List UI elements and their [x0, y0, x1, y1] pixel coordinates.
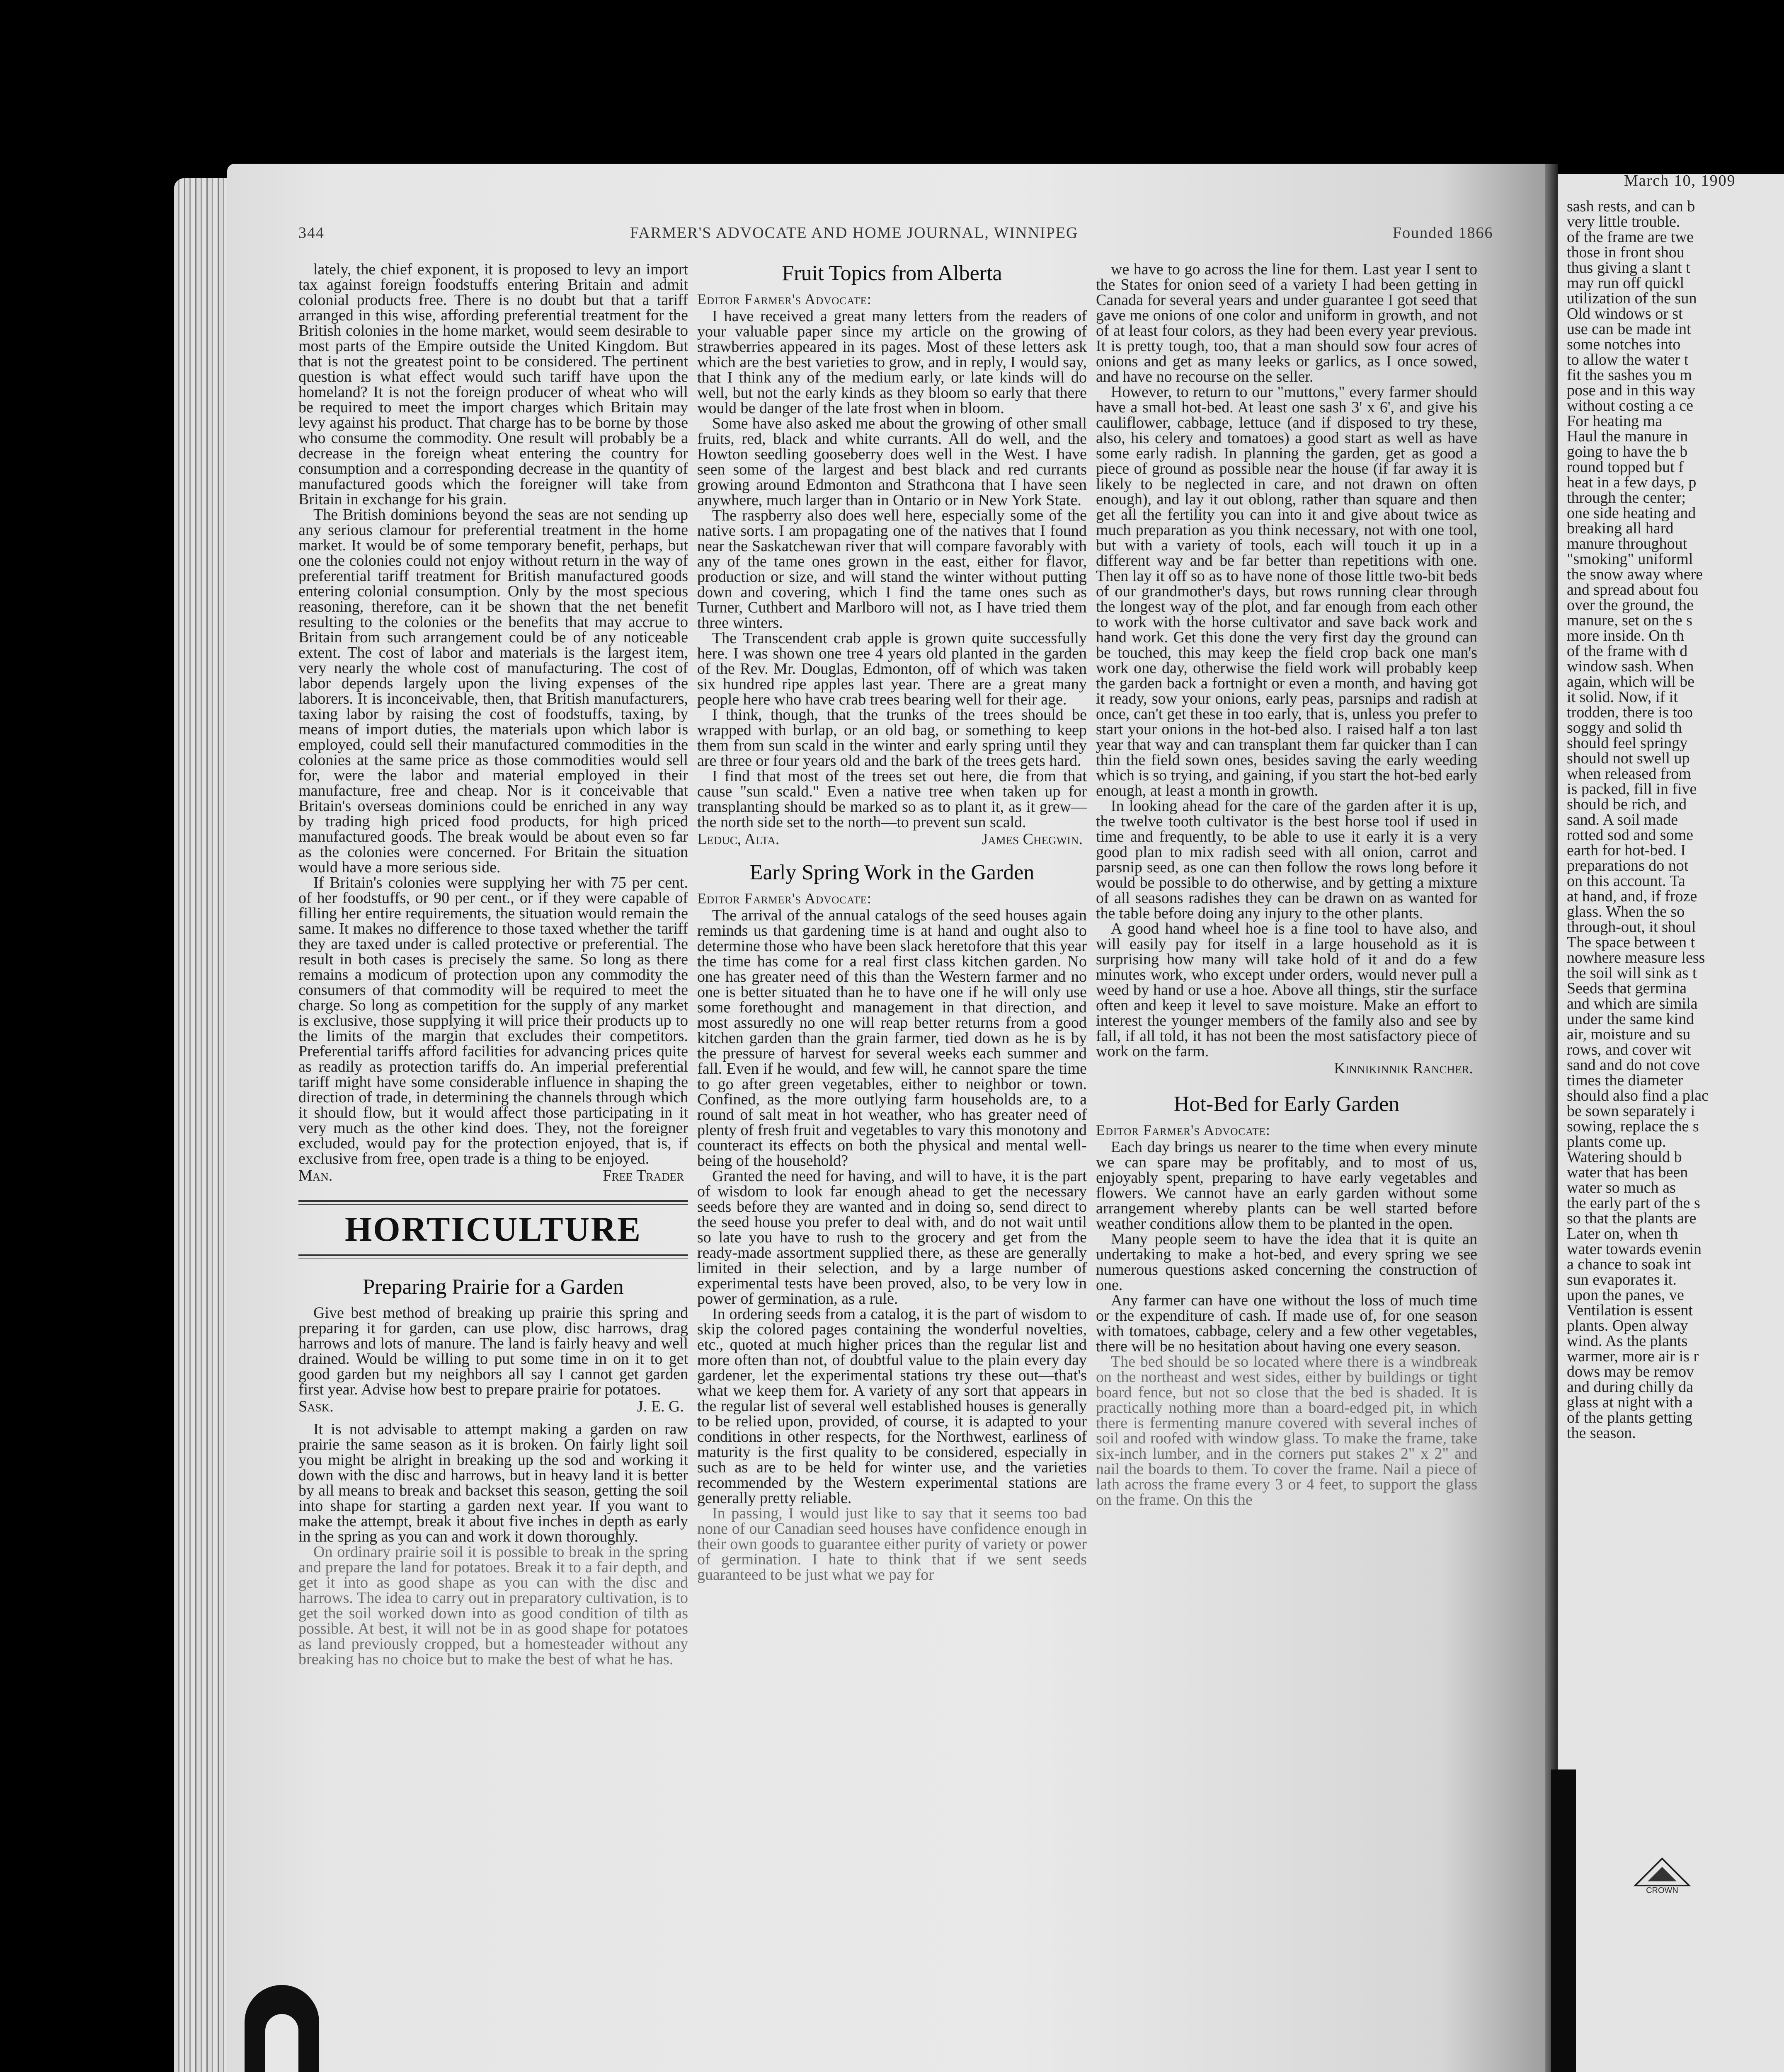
article-title-prairie-garden: Preparing Prairie for a Garden: [363, 1275, 624, 1299]
sig-place: Man.: [298, 1167, 333, 1184]
right-page-line: Ventilation is essent: [1567, 1302, 1693, 1319]
right-page-line: trodden, there is too: [1567, 704, 1693, 721]
right-page-line: the season.: [1567, 1424, 1636, 1442]
right-page-line: of the frame with d: [1567, 642, 1688, 660]
paragraph: In looking ahead for the care of the garden after it is up, the twelve tooth cultivator is the best horse tool if used in time and frequently, to be able to use it early it is a very good plan to mix radish seed with all onion, carrot and parsnip seed, as one can then follow the rows long before it would be possible to do otherwise, and by getting a mixture of all seasons radishes they can be drawn on as wanted for the table before doing any injury to the other plants.: [1096, 797, 1477, 922]
right-page-text: [1567, 199, 1774, 1441]
early-spring-body: [697, 908, 1087, 1583]
right-page-line: soggy and solid th: [1567, 719, 1682, 736]
right-page-line: through the center;: [1567, 489, 1686, 506]
right-page-line: For heating ma: [1567, 412, 1663, 430]
right-page-line: use can be made int: [1567, 320, 1691, 338]
paragraph: In passing, I would just like to say that it seems too bad none of our Canadian seed houses have confidence enough in their own goods to guarantee either purity of variety or power of germination. I hate to think that if we sent seeds guaranteed to be just what we pay for: [697, 1505, 1087, 1583]
paragraph: In ordering seeds from a catalog, it is the part of wisdom to skip the colored pages containing the wonderful novelties, etc., quoted at much higher prices than the regular list and more often than not, of doubtful value to the plain every day gardener, let the experimental stations try these out—that's what we keep them for. A variety of any sort that appears in the regular list of several well established houses is generally to be relied upon, provided, of course, it is adapted to your conditions in other respects, for the Northwest, earliness of maturity is the first quality to be considered, especially in such as are to be held for winter use, and the varieties recommended by the Western experimental stations are generally pretty reliable.: [697, 1305, 1087, 1507]
right-page-line: upon the panes, ve: [1567, 1286, 1684, 1304]
sig-name: James Chegwin.: [982, 830, 1083, 848]
right-page-line: it solid. Now, if it: [1567, 688, 1678, 706]
right-page-line: and which are simila: [1567, 995, 1698, 1012]
paragraph: I find that most of the trees set out here, die from that cause "sun scald." Even a native tree when taken up for transplanting should be marked so as to plant it, as it grew—the north side set to the north—to prevent sun scald.: [697, 767, 1087, 831]
early-spring-continued: [1096, 262, 1477, 1059]
section-title-horticulture: HORTICULTURE: [344, 1210, 642, 1249]
right-page-line: The space between t: [1567, 934, 1695, 951]
column-3: [1096, 262, 1477, 1508]
right-page-line: plants come up.: [1567, 1133, 1666, 1150]
paragraph: If Britain's colonies were supplying her with 75 per cent. of her foodstuffs, or 90 per cent., or if they were capable of filling her entire requirements, the situation would remain the same. It makes no difference to those taxed whether the tariff they are taxed under is called protective or preferential. The result in both cases is precisely the same. So long as there remains a modicum of protection upon any commodity the consumers of that commodity will be required to meet the charge. So long as competition for the supply of any market is exclusive, those supplying it will price their products up to the limits of the margin that excludes their competitors. Preferential tariffs afford facilities for advancing prices quite as readily as protection tariffs do. An imperial preferential tariff might have some considerable influence in shaping the direction of trade, in determining the channels through which it should flow, but it would affect those participating in it very much as the other kind does. They, not the foreigner excluded, would pay for the protection enjoyed, that is, if exclusive from free, open trade is a thing to be enjoyed.: [298, 874, 688, 1167]
paragraph: However, to return to our "muttons," every farmer should have a small hot-bed. At least one sash 3' x 6', and give his cauliflower, cabbage, lettuce (and if disposed to try these, also, his celery and tomatoes) a good start as well as have some early radish. In planning the garden, get as good a piece of ground as possible near the house (if far away it is likely to be neglected in care, and not drawn on often enough), and lay it out oblong, rather than square and then get all the fertility you can into it and give about twice as much preparation as you think necessary, not with one tool, but with a variety of tools, each will touch it up in a different way and be far better than repetitions with one. Then lay it off so as to have none of those little two-bit beds of our grandmother's days, but rows running clear through the longest way of the plot, and far enough from each other to work with the horse cultivator and save back work and hand work. Get this done the very first day the ground can be touched, this may keep the field crop back one man's work one day, otherwise the field work will probably keep the garden back a fortnight or even a month, and having got it ready, sow your onions, early peas, parsnips and radish at once, can't get these in too early, that is, unless you prefer to start your onions in the hot-bed also. I raised half a ton last year that way and can transplant them far quicker than I can thin the field sown ones, besides saving the early weeding which is so trying, and gaining, if you start the hot-bed early enough, at least a month in growth.: [1096, 383, 1477, 799]
right-page-line: should not swell up: [1567, 750, 1690, 767]
right-page-line: of the frame are twe: [1567, 228, 1694, 246]
q-place: Sask.: [298, 1398, 334, 1415]
paragraph: A good hand wheel hoe is a fine tool to have also, and will easily pay for itself in a large household as it is surprising how many will take hold of it and do a few minutes work, who except under orders, would never pull a weed by hand or use a hoe. Above all things, stir the surface often and keep it level to save moisture. Make an effort to interest the younger members of the family also and see by fall, if all told, it has not been the most satisfactory piece of work on the farm.: [1096, 920, 1477, 1060]
editor-line-1: Editor Farmer's Advocate:: [697, 291, 872, 307]
paragraph: lately, the chief exponent, it is proposed to levy an import tax against foreign foodstuffs entering Britain and admit colonial products free. There is no doubt but that a tariff arranged in this wise, affording preferential treatment for the British colonies in the home market, would seem desirable to most parts of the Empire outside the United Kingdom. But that is not the greatest point to be considered. The pertinent question is what effect would such tariff have upon the homeland? It is not the foreign producer of wheat who will be required to meet the import charges which Britain may levy against his product. That charge has to be borne by those who consume the commodity. One result will probably be a decrease in the foreign wheat entering the country for consumption and a corresponding decrease in the quantity of manufactured goods which the foreigner will take from Britain in exchange for his grain.: [298, 261, 688, 508]
right-page-line: rotted sod and some: [1567, 826, 1694, 844]
right-page-line: one side heating and: [1567, 504, 1696, 522]
right-page-line: when released from: [1567, 765, 1691, 782]
right-page-line: Old windows or st: [1567, 305, 1683, 322]
right-page-line: through-out, it shoul: [1567, 918, 1696, 936]
paragraph: It is not advisable to attempt making a garden on raw prairie the same season as it is broken. On fairly light soil you might be alright in breaking up the sod and working it down with the disc and harrows, but in heavy land it is better by all means to break and backset this season, getting the soil into shape for starting a garden next year. If you want to make the attempt, break it about five inches in depth as early in the spring as you can and work it down thoroughly.: [298, 1421, 688, 1545]
paragraph: Some have also asked me about the growing of other small fruits, red, black and white currants. All do well, and the Howton seedling gooseberry does well in the West. I have seen some of the largest and best black and red currants growing around Edmonton and Strathcona that I have seen anywhere, much larger than in Ontario or in New York State.: [697, 415, 1087, 509]
right-page-line: again, which will be: [1567, 673, 1695, 690]
hot-bed-body: [1096, 1140, 1477, 1508]
column-1: [298, 262, 688, 1667]
right-page-line: utilization of the sun: [1567, 290, 1697, 307]
right-page-line: very little trouble.: [1567, 213, 1680, 230]
right-page-line: dows may be remov: [1567, 1363, 1694, 1380]
signature-free-trader: [298, 1168, 684, 1184]
right-page-line: the snow away where: [1567, 566, 1703, 583]
q-name: J. E. G.: [637, 1398, 684, 1415]
right-page-line: preparations do not: [1567, 857, 1689, 874]
right-page-line: sash rests, and can b: [1567, 198, 1695, 215]
right-page-line: pose and in this way: [1567, 382, 1696, 399]
column-2: [697, 262, 1087, 1583]
paragraph: The bed should be so located where there is a windbreak on the northeast and west sides, either by buildings or tight board fence, but not so close that the bed is shaded. It is practically nothing more than a board-edged pit, in which there is fermenting manure covered with several inches of soil and roofed with window glass. To make the frame, take six-inch lumber, and in the corners put stakes 2" x 2" and nail the boards to them. To cover the frame. Nail a piece of lath across the frame every 3 or 4 feet, to support the glass on the frame. On this the: [1096, 1353, 1477, 1508]
right-page-line: Haul the manure in: [1567, 428, 1688, 445]
right-page-line: sand and do not cove: [1567, 1056, 1700, 1074]
paragraph: Each day brings us nearer to the time when every minute we can spare may be profitably, and to most of us, enjoyably spent, preparing to have early vegetables and flowers. We cannot have an early garden without some arrangement whereby plants can be well started before weather conditions allow them to be planted in the open.: [1096, 1138, 1477, 1232]
right-page-line: earth for hot-bed. I: [1567, 842, 1686, 859]
right-page-line: a chance to soak int: [1567, 1256, 1691, 1273]
paragraph: The arrival of the annual catalogs of the seed houses again reminds us that gardening time is at hand and ought also to determine those who have been slack heretofore that this year the time has come for a real first class kitchen garden. No one has greater need of this than the Western farmer and no one is better situated than he to have one if he will only use some forethought and management in that direction, and most assuredly no one will reap better returns from a good kitchen garden than the grain farmer, tied down as he is by the pressure of harvest for several weeks each summer and fall. Even if he would, and few will, he cannot spare the time to go after green vegetables, either to neighbor or town. Confined, as the more outlying farm households are, to a round of salt meat in hot weather, who has greater need of plenty of fresh fruit and vegetables to vary this monotony and counteract its effects on both the physical and mental well-being of the household?: [697, 907, 1087, 1169]
thumb-highlight: [265, 2014, 298, 2072]
right-page-line: more inside. On th: [1567, 627, 1684, 644]
right-page-line: should be rich, and: [1567, 796, 1687, 813]
right-page-line: plants. Open alway: [1567, 1317, 1688, 1334]
right-page-line: going to have the b: [1567, 443, 1688, 460]
right-page-line: window sash. When: [1567, 658, 1694, 675]
question-text: Give best method of breaking up prairie this spring and preparing it for garden, can use plow, disc harrows, drag harrows and lots of manure. The land is fairly heavy and well drained. Would be willing to put some time in on it to get good garden but my neighbors all say I cannot get garden first year. Advise how best to prepare prairie for potatoes.: [298, 1304, 688, 1398]
right-page-line: of the plants getting: [1567, 1409, 1692, 1426]
right-page-line: be sown separately i: [1567, 1102, 1695, 1120]
article-title-fruit-topics: Fruit Topics from Alberta: [782, 261, 1002, 285]
right-page-line: without costing a ce: [1567, 397, 1693, 414]
right-page-line: Seeds that germina: [1567, 980, 1687, 997]
right-page-line: sowing, replace the s: [1567, 1118, 1699, 1135]
signature-kinnikinnik: [1096, 1061, 1473, 1076]
paragraph: I have received a great many letters from the readers of your valuable paper since my article on the growing of strawberries appeared in its pages. Most of these letters ask which are the best varieties to grow, and in reply, I would say, that I think any of the medium early, or late kinds will do well, but not the early kinds as they bloom so early that there would be danger of the late frost when in bloom.: [697, 307, 1087, 417]
right-page-line: "smoking" uniforml: [1567, 550, 1693, 568]
logo-text: CROWN: [1646, 1886, 1678, 1894]
right-page-line: water that has been: [1567, 1164, 1688, 1181]
signature-jeg: [298, 1399, 684, 1414]
founded-note: Founded 1866: [1393, 224, 1493, 242]
right-page-line: times the diameter: [1567, 1072, 1683, 1089]
paragraph: The British dominions beyond the seas are not sending up any serious clamour for preferential treatment in the home market. It would be of some temporary benefit, perhaps, but one the colonies could not enjoy without return in the way of preferential tariff treatment for British manufactured goods entering colonial consumption. Only by the most specious reasoning, therefore, can it be shown that the net benefit resulting to the colonies or the benefits that may accrue to Britain from such arrangement could be of any noticeable extent. The cost of labor and materials is the largest item, very nearly the whole cost of manufacturing. The cost of labor depends largely upon the living expenses of the laborers. It is inconceivable, then, that British manufacturers, taxing labor by raising the cost of foodstuffs, taxing, by means of import duties, the materials upon which labor is employed, could sell their manufactured commodities in the colonies at the same price as those commodities would sell for, were the labor and material employed in their manufacture, free and cheap. Nor is it conceivable that Britain's overseas dominions could be enriched in any way by trading high priced food products, for high priced manufactured goods. The break would be about even so far as the colonies were concerned. For Britain the situation would have a more serious side.: [298, 506, 688, 876]
paragraph: we have to go across the line for them. Last year I sent to the States for onion seed of a variety I had been getting in Canada for several years and under guarantee I got seed that gave me onions of one color and uniform in growth, and not of at least four colors, as they had been every year previous. It is pretty tough, too, that a man should sow four acres of onions and get as many leeks or garlics, as I once sowed, and have no recourse on the seller.: [1096, 261, 1477, 385]
right-page-line: under the same kind: [1567, 1010, 1694, 1028]
signature-chegwin: [697, 832, 1083, 847]
right-page-date: March 10, 1909: [1624, 174, 1736, 189]
editor-line-3: Editor Farmer's Advocate:: [1096, 1122, 1270, 1138]
right-page-line: on this account. Ta: [1567, 872, 1685, 890]
right-page-line: may run off quickl: [1567, 274, 1685, 292]
article-title-hot-bed: Hot-Bed for Early Garden: [1173, 1092, 1400, 1116]
right-page-line: Watering should b: [1567, 1148, 1682, 1166]
right-page-line: wind. As the plants: [1567, 1332, 1688, 1350]
right-page-line: the soil will sink as t: [1567, 964, 1697, 982]
journal-title: FARMER'S ADVOCATE AND HOME JOURNAL, WINNIPEG: [630, 224, 1079, 242]
paragraph: I think, though, that the trunks of the trees should be wrapped with burlap, or an old bag, or something to keep them from sun scald in the winter and early spring until they are three or four years old and the bark of the trees gets hard.: [697, 706, 1087, 770]
right-page-line: over the ground, the: [1567, 596, 1694, 614]
paragraph: The raspberry also does well here, especially some of the native sorts. I am propagating one of the natives that I found near the Saskatchewan river that will compare favorably with any of the tame ones grown in the east, either for flavor, production or size, and will stand the winter without putting down and covering, which I find the tame ones such as Turner, Cuthbert and Marlboro will not, as I have tried them three winters.: [697, 507, 1087, 632]
paragraph: Granted the need for having, and will to have, it is the part of wisdom to look far enough ahead to get the necessary seeds before they are wanted and in doing so, send direct to the seed house you prefer to deal with, and do not wait until so late you have to rush to the grocery and get from the ready-made assortment supplied there, as these are generally limited in their selection, and by a large number of experimental tests have been proved, also, to be very low in power of germination, as a rule.: [697, 1167, 1087, 1307]
right-page-line: water towards evenin: [1567, 1240, 1702, 1258]
right-page-line: at hand, and, if froze: [1567, 888, 1697, 905]
right-page-line: nowhere measure less: [1567, 949, 1705, 966]
sig-place: Leduc, Alta.: [697, 830, 780, 848]
right-page-line: is packed, fill in five: [1567, 780, 1697, 798]
right-page-line: to allow the water t: [1567, 351, 1689, 368]
right-page-line: Later on, when th: [1567, 1225, 1678, 1242]
right-page-line: should feel springy: [1567, 734, 1688, 752]
sig-name: Free Trader: [603, 1167, 684, 1184]
right-page-line: round topped but f: [1567, 458, 1684, 476]
sig-name: Kinnikinnik Rancher.: [1334, 1060, 1473, 1077]
right-page-line: some notches into: [1567, 336, 1681, 353]
right-page-line: thus giving a slant t: [1567, 259, 1690, 276]
right-page-line: air, moisture and su: [1567, 1026, 1691, 1043]
fruit-topics-body: [697, 309, 1087, 830]
paragraph: Any farmer can have one without the loss of much time or the expenditure of cash. If made use of, for one season with tomatoes, cabbage, celery and a few other vegetables, there will be no hesitation about having one every season.: [1096, 1292, 1477, 1355]
right-page-line: breaking all hard: [1567, 520, 1674, 537]
right-page-line: sun evaporates it.: [1567, 1271, 1677, 1288]
right-page-line: heat in a few days, p: [1567, 474, 1697, 491]
right-page-line: manure, set on the s: [1567, 612, 1692, 629]
right-page-line: sand. A soil made: [1567, 811, 1678, 828]
right-page-line: those in front shou: [1567, 244, 1685, 261]
right-page-line: so that the plants are: [1567, 1210, 1697, 1227]
right-page-line: and during chilly da: [1567, 1378, 1693, 1396]
answer-text: [298, 1422, 688, 1667]
paragraph: Many people seem to have the idea that it is quite an undertaking to make a hot-bed, and every spring we see numerous questions asked concerning the construction of one.: [1096, 1230, 1477, 1294]
crown-logo-icon: [1633, 1857, 1691, 1894]
section-rule-bottom: [298, 1254, 688, 1259]
right-page-line: and spread about fou: [1567, 581, 1699, 598]
right-page-line: glass at night with a: [1567, 1394, 1693, 1411]
free-trade-letter: [298, 262, 688, 1167]
right-page-line: the early part of the s: [1567, 1194, 1700, 1212]
page-clip: [1551, 1769, 1576, 2072]
page-number: 344: [298, 224, 325, 242]
right-page-line: warmer, more air is r: [1567, 1348, 1699, 1365]
right-page-line: manure throughout: [1567, 535, 1687, 552]
article-title-early-spring: Early Spring Work in the Garden: [749, 861, 1035, 884]
paragraph: The Transcendent crab apple is grown quite successfully here. I was shown one tree 4 years old planted in the garden of the Rev. Mr. Douglas, Edmonton, off of which was taken six hundred ripe apples last year. There are a great many people here who have crab trees bearing well for their age.: [697, 629, 1087, 708]
right-page-line: fit the sashes you m: [1567, 366, 1692, 384]
section-rule-top: [298, 1200, 688, 1205]
right-page-line: should also find a plac: [1567, 1087, 1709, 1104]
paragraph: On ordinary prairie soil it is possible to break in the spring and prepare the land for potatoes. Break it to a fair depth, and get it into as good shape as you can with the disc and harrows. The idea to carry out in preparatory cultivation, is to get the soil worked down into as good condition of tilth as possible. At best, it will not be in as good shape for potatoes as land previously cropped, but a homesteader without any breaking has no choice but to make the best of what he has.: [298, 1543, 688, 1668]
right-page-line: glass. When the so: [1567, 903, 1685, 920]
right-page-line: rows, and cover wit: [1567, 1041, 1691, 1058]
right-page: [1558, 174, 1784, 2072]
right-page-line: water so much as: [1567, 1179, 1676, 1196]
editor-line-2: Editor Farmer's Advocate:: [697, 890, 872, 907]
